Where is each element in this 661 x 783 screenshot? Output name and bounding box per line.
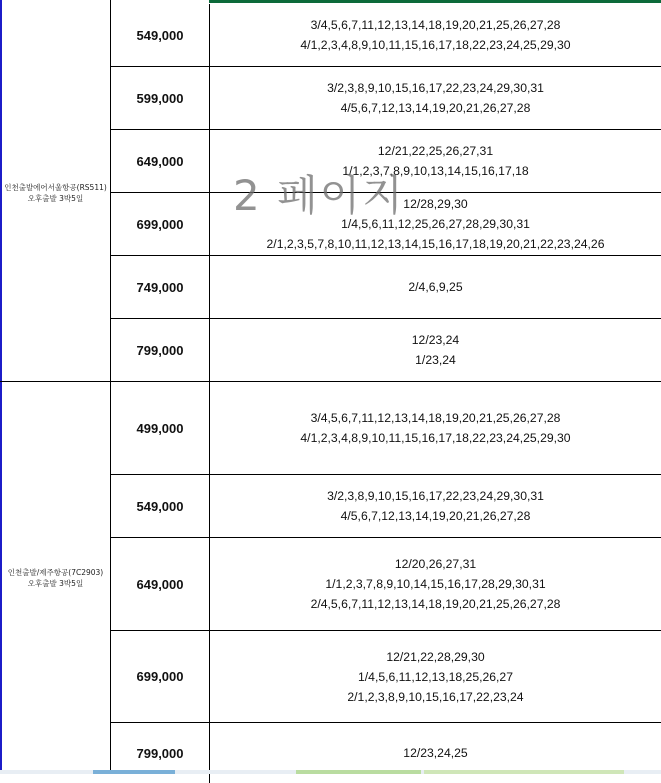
sheet-tab[interactable] [296,770,421,774]
table-row [111,631,661,723]
sheet-tab[interactable] [93,770,175,774]
route-group-2-line1: 인천출발/제주항공(7C2903) [7,568,104,577]
price-cell: 799,000 [111,723,210,783]
table-row [111,382,661,475]
dates-cell [210,538,661,630]
date-line: 3/2,3,8,9,10,15,16,17,22,23,24,29,30,31 [327,81,544,95]
date-line: 2/1,2,3,8,9,10,15,16,17,22,23,24 [347,689,524,704]
table-row [111,4,661,67]
price-cell: 799,000 [111,319,210,381]
table-row [111,538,661,631]
date-line: 3/4,5,6,7,11,12,13,14,18,19,20,21,25,26,27,28 [310,411,561,425]
date-line: 12/20,26,27,31 [394,557,477,571]
dates-cell [210,631,661,722]
route-group-2-line2: 오후출발 3박5일 [27,579,84,588]
dates-cell [210,67,661,129]
date-line: 12/21,22,28,29,30 [386,649,485,664]
dates-cell [210,475,661,537]
price-cell: 699,000 [111,193,210,255]
price-cell: 499,000 [111,382,210,474]
table-row [111,319,661,382]
dates-cell [210,256,661,318]
bottom-scrollbar[interactable] [0,770,661,774]
price-cell: 649,000 [111,538,210,630]
date-line: 1/1,2,3,7,8,9,10,14,15,16,17,28,29,30,31 [325,577,546,591]
page-watermark: 2 페이지 [233,171,405,220]
date-line: 12/23,24 [411,333,460,347]
price-cell: 599,000 [111,67,210,129]
date-line: 12/23,24,25 [403,746,468,760]
route-group-1-line1: 인천출발에어서울항공(RS511) [4,183,107,192]
date-line: 12/21,22,25,26,27,31 [377,144,494,158]
dates-cell [210,319,661,381]
table-row [111,130,661,193]
dates-cell [210,723,661,783]
table-row [111,723,661,783]
price-cell: 549,000 [111,475,210,537]
price-cell: 549,000 [111,4,210,66]
date-line: 4/5,6,7,12,13,14,19,20,21,26,27,28 [340,509,531,523]
price-cell: 699,000 [111,631,210,722]
date-line: 4/1,2,3,4,8,9,10,11,15,16,17,18,22,23,24,25,29,30 [300,431,571,445]
table-top-border [209,0,661,3]
date-line: 1/4,5,6,11,12,25,26,27,28,29,30,31 [341,217,530,231]
date-line: 2/4,5,6,7,11,12,13,14,18,19,20,21,25,26,27,28 [310,597,561,611]
date-line: 1/1,2,3,7,8,9,10,13,14,15,16,17,18 [342,164,529,178]
price-cell: 749,000 [111,256,210,318]
table-row [111,193,661,256]
date-line: 4/5,6,7,12,13,14,19,20,21,26,27,28 [340,101,531,115]
price-cell: 649,000 [111,130,210,192]
route-group-1 [0,4,111,382]
date-line: 3/2,3,8,9,10,15,16,17,22,23,24,29,30,31 [327,489,544,503]
table-row [111,256,661,319]
dates-cell [210,382,661,474]
route-group-2 [0,382,111,774]
date-line: 1/23,24 [415,353,456,367]
route-group-1-line2: 오후출발 3박5일 [27,194,84,203]
date-line: 4/1,2,3,4,8,9,10,11,15,16,17,18,22,23,24,25,29,30 [300,38,571,52]
date-line: 1/4,5,6,11,12,13,18,25,26,27 [358,669,513,684]
date-line: 2/1,2,3,5,7,8,10,11,12,13,14,15,16,17,18,19,20,21,22,23,24,26 [266,237,605,251]
table-row [111,475,661,538]
table-row [111,67,661,130]
dates-cell [210,130,661,192]
dates-cell [210,193,661,255]
date-line: 3/4,5,6,7,11,12,13,14,18,19,20,21,25,26,27,28 [310,18,561,32]
dates-cell [210,4,661,66]
sheet-tab[interactable] [424,770,624,774]
date-line: 2/4,6,9,25 [408,280,463,294]
date-line: 12/28,29,30 [403,197,468,211]
